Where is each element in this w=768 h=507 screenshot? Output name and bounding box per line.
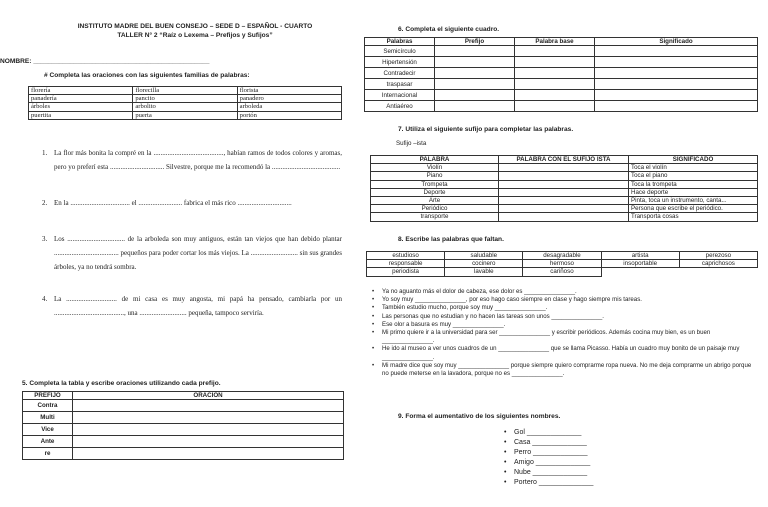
answer-cell[interactable] (435, 57, 515, 68)
suffix-row (371, 213, 758, 221)
suffix-row (371, 188, 758, 196)
word-cell: Semicírculo (365, 46, 435, 57)
family-cell: puerta (133, 111, 237, 119)
answer-cell[interactable] (435, 79, 515, 90)
sentence-input[interactable] (73, 448, 344, 460)
fill-sentence: • Mi madre dice que soy muy _______________ porque siempre quiero comprarme ropa nueva. No me deja comprarme un abrigo porque no puede meterse en la lavadora, porque no es _______________. (372, 362, 756, 378)
col-palabra-base: Palabra base (515, 38, 595, 46)
augmentative-item[interactable]: • Portero ______________ (504, 478, 593, 488)
col-significado7: SIGNIFICADO (629, 156, 758, 164)
suffix-answer-cell[interactable] (499, 188, 629, 196)
word-bank-row (367, 268, 758, 276)
suffix-answer-cell[interactable] (499, 172, 629, 180)
prefix-header: PREFIJO (23, 392, 73, 400)
meaning-cell: Transporta cosas (629, 213, 758, 221)
answer-cell[interactable] (435, 101, 515, 112)
sentence-input[interactable] (73, 412, 344, 424)
base-word-cell: Deporte (371, 188, 499, 196)
hash-icon: # (44, 72, 48, 79)
answer-cell[interactable] (515, 46, 595, 57)
families-title (44, 72, 250, 79)
nombre-field[interactable]: NOMBRE: ________________________________________________ (0, 58, 210, 65)
sentence-header: ORACIÓN (73, 392, 344, 400)
base-word-cell: Arte (371, 197, 499, 205)
header-line2: TALLER N° 2 “Raíz o Lexema – Prefijos y Sufijos” (117, 32, 273, 39)
suffix-answer-cell[interactable] (499, 213, 629, 221)
family-cell: panadero (237, 95, 341, 103)
family-row (29, 87, 342, 95)
fill-sentence: • Ese olor a basura es muy _______________. (372, 321, 756, 329)
sentences-block (42, 146, 342, 320)
meaning-cell: Pinta, toca un instrumento, canta... (629, 197, 758, 205)
section6-title: 6. Completa el siguiente cuadro. (398, 26, 500, 33)
sentence-input[interactable] (73, 424, 344, 436)
answer-cell[interactable] (595, 46, 758, 57)
word-cell: traspasar (365, 79, 435, 90)
answer-cell[interactable] (595, 90, 758, 101)
word-bank-cell: caprichosos (679, 260, 757, 268)
word-bank-cell (601, 268, 679, 276)
prefix-row (23, 400, 344, 412)
augmentative-item[interactable]: • Perro ______________ (504, 448, 593, 458)
families-table (28, 86, 342, 120)
word-bank-cell: cariñoso (523, 268, 601, 276)
family-cell: arbolito (133, 103, 237, 111)
sentence-4: 4. La ............................. de mi casa es muy angosta, mi papá ha pensado, cambiarla por un ........................................, una ........................... pequeña, tampoco serviría. (42, 295, 342, 317)
word-bank-cell: saludable (445, 252, 523, 260)
sentence-2: 2. En la .................................. el ......................... fabrica el más rico ............................... (42, 199, 292, 207)
word-row (365, 101, 758, 112)
family-cell: arboleda (237, 103, 341, 111)
section5-title: 5. Completa la tabla y escribe oraciones utilizando cada prefijo. (22, 380, 221, 387)
word-bank-cell: artista (601, 252, 679, 260)
word-cell: Internacional (365, 90, 435, 101)
answer-cell[interactable] (435, 90, 515, 101)
school-header (60, 22, 330, 40)
prefix-row (23, 436, 344, 448)
suffix-row (371, 180, 758, 188)
family-cell: florista (237, 87, 341, 95)
prefix-row (23, 448, 344, 460)
word-bank-cell: lavable (445, 268, 523, 276)
suffix-answer-cell[interactable] (499, 205, 629, 213)
word-row (365, 90, 758, 101)
word-cell: Contradecir (365, 68, 435, 79)
answer-cell[interactable] (515, 90, 595, 101)
answer-cell[interactable] (515, 79, 595, 90)
family-cell: pancito (133, 95, 237, 103)
section7-subtitle: Sufijo –ista (396, 140, 427, 147)
base-word-cell: Piano (371, 172, 499, 180)
base-word-cell: Periódico (371, 205, 499, 213)
prefix-cell: Multi (23, 412, 73, 424)
word-bank (366, 251, 758, 277)
suffix-answer-cell[interactable] (499, 164, 629, 172)
col-prefijo: Prefijo (435, 38, 515, 46)
augmentative-item[interactable]: • Casa ______________ (504, 438, 593, 448)
col-palabras: Palabras (365, 38, 435, 46)
family-row (29, 103, 342, 111)
word-bank-cell: perezoso (679, 252, 757, 260)
sentence-input[interactable] (73, 436, 344, 448)
word-bank-row (367, 260, 758, 268)
answer-cell[interactable] (595, 79, 758, 90)
fill-sentence: • Las personas que no estudian y no hacen las tareas son unos _______________. (372, 313, 756, 321)
family-cell: árboles (29, 103, 133, 111)
meaning-cell: Toca el violín (629, 164, 758, 172)
meaning-cell: Toca el piano (629, 172, 758, 180)
prefix-word-table (364, 37, 758, 112)
fill-sentence: • He ido al museo a ver unos cuadros de un _______________ que se llama Picasso. Había un cuadro muy bonito de un paisaje muy _______________. (372, 345, 756, 361)
sentence-input[interactable] (73, 400, 344, 412)
header-line1: INSTITUTO MADRE DEL BUEN CONSEJO – SEDE D – ESPAÑOL - CUARTO (77, 23, 313, 30)
word-cell: Hipertensión (365, 57, 435, 68)
families-title-text: Completa las oraciones con las siguientes familias de palabras: (49, 72, 250, 79)
prefix-cell: Vice (23, 424, 73, 436)
fill-sentences (372, 288, 756, 378)
suffix-row (371, 164, 758, 172)
suffix-table (370, 155, 758, 222)
section7-title: 7. Utiliza el siguiente sufijo para completar las palabras. (398, 126, 574, 133)
base-word-cell: Trompeta (371, 180, 499, 188)
suffix-answer-cell[interactable] (499, 180, 629, 188)
prefix-cell: Contra (23, 400, 73, 412)
answer-cell[interactable] (435, 68, 515, 79)
meaning-cell: Hace deporte (629, 188, 758, 196)
answer-cell[interactable] (435, 46, 515, 57)
word-bank-row (367, 252, 758, 260)
family-cell: florecilla (133, 87, 237, 95)
family-cell: panadería (29, 95, 133, 103)
word-row (365, 79, 758, 90)
answer-cell[interactable] (515, 68, 595, 79)
sentence-1: 1. La flor más bonita la compré en la ........................................, habían ramos de todos colores y aromas, pero yo preferí esta ............................... Silvestre, porque me la recomendó la ....................................... (42, 149, 342, 171)
word-row (365, 68, 758, 79)
family-row (29, 111, 342, 119)
sentence-3: 3. Los ................................. de la arboleda son muy antiguos, están tan viejos que han debido plantar ..................................... pequeños para poder cortar los más viejos. La ........................... sin sus grandes árboles, ya no tendrá sombra. (42, 235, 342, 271)
suffix-row (371, 172, 758, 180)
fill-sentence: • Yo soy muy _______________, por eso hago caso siempre en clase y hago siempre mis tareas. (372, 296, 756, 304)
word-bank-cell: periodista (367, 268, 445, 276)
section9-title: 9. Forma el aumentativo de los siguientes nombres. (398, 413, 561, 420)
meaning-cell: Toca la trompeta (629, 180, 758, 188)
base-word-cell: transporte (371, 213, 499, 221)
augmentative-item[interactable]: • Gol ______________ (504, 428, 593, 438)
prefix-cell: Ante (23, 436, 73, 448)
fill-sentence: • También estudio mucho, porque soy muy _______________. (372, 304, 756, 312)
word-bank-cell: estudioso (367, 252, 445, 260)
col-sufijo: PALABRA CON EL SUFIJO ISTA (499, 156, 629, 164)
answer-cell[interactable] (595, 101, 758, 112)
prefix-row (23, 424, 344, 436)
col-palabra: PALABRA (371, 156, 499, 164)
augmentative-list (504, 428, 593, 488)
section8-title: 8. Escribe las palabras que faltan. (398, 236, 504, 243)
prefix-table (22, 391, 344, 460)
prefix-row (23, 412, 344, 424)
word-bank-cell: responsable (367, 260, 445, 268)
augmentative-item[interactable]: • Nube ______________ (504, 468, 593, 478)
col-significado: Significado (595, 38, 758, 46)
family-cell: florería (29, 87, 133, 95)
word-cell: Antiaéreo (365, 101, 435, 112)
word-row (365, 46, 758, 57)
word-bank-cell: desagradable (523, 252, 601, 260)
augmentative-item[interactable]: • Amigo ______________ (504, 458, 593, 468)
family-cell: portón (237, 111, 341, 119)
suffix-row (371, 197, 758, 205)
answer-cell[interactable] (595, 68, 758, 79)
prefix-cell: re (23, 448, 73, 460)
fill-sentence: • Ya no aguanto más el dolor de cabeza, ese dolor es _______________. (372, 288, 756, 296)
base-word-cell: Violín (371, 164, 499, 172)
answer-cell[interactable] (515, 57, 595, 68)
word-bank-cell: hermoso (523, 260, 601, 268)
word-bank-cell: insoportable (601, 260, 679, 268)
word-row (365, 57, 758, 68)
family-cell: puertita (29, 111, 133, 119)
suffix-answer-cell[interactable] (499, 197, 629, 205)
suffix-row (371, 205, 758, 213)
meaning-cell: Persona que escribe el periódico. (629, 205, 758, 213)
answer-cell[interactable] (515, 101, 595, 112)
family-row (29, 95, 342, 103)
fill-sentence: • Mi primo quiere ir a la universidad para ser _______________ y escribir periódicos. Además cocina muy bien, es un buen _______________. (372, 329, 756, 345)
answer-cell[interactable] (595, 57, 758, 68)
word-bank-cell: cocinero (445, 260, 523, 268)
word-bank-cell (679, 268, 757, 276)
